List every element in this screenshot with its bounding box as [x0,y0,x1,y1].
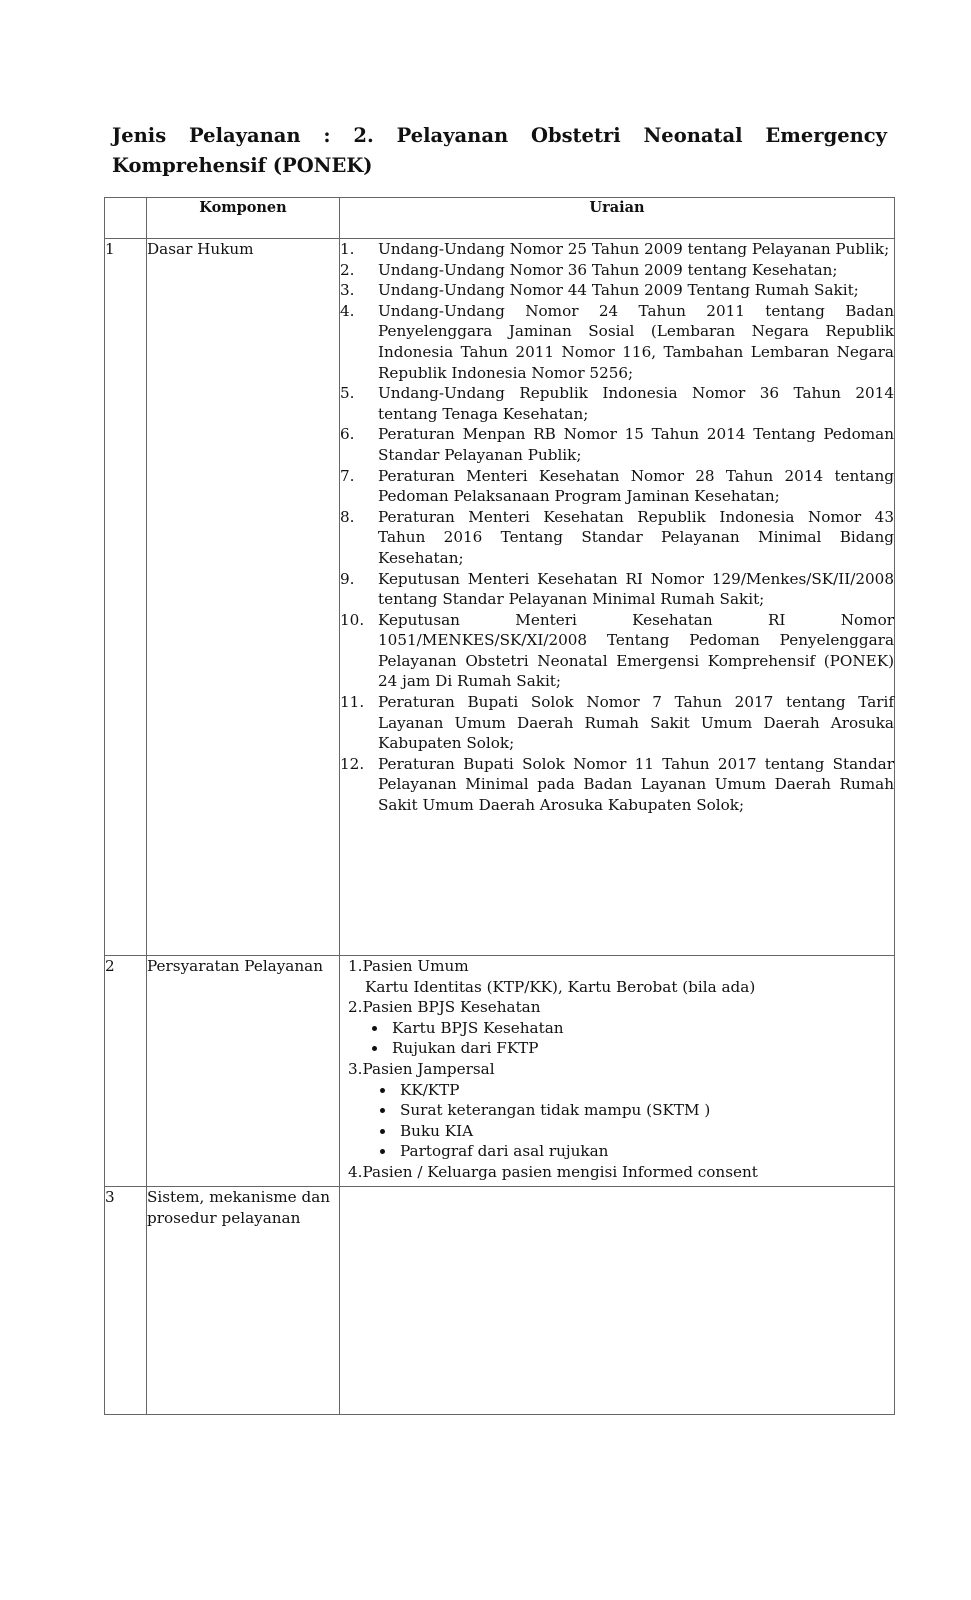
list-item: 6. Peraturan Menpan RB Nomor 15 Tahun 2014 Tentang Pedoman Standar Pelayanan Publik; [340,425,894,464]
bullet-icon [372,1046,377,1051]
list-item: 12. Peraturan Bupati Solok Nomor 11 Tahun 2017 tentang Standar Pelayanan Minimal pada Badan Layanan Umum Daerah Rumah Sakit Umum Daerah Arosuka Kabupaten Solok; [340,754,894,815]
list-item: 3. Undang-Undang Nomor 44 Tahun 2009 Tentang Rumah Sakit; [340,281,859,300]
row-number: 1 [105,239,147,956]
list-item: 7. Peraturan Menteri Kesehatan Nomor 28 Tahun 2014 tentang Pedoman Pelaksanaan Program Jaminan Kesehatan; [340,466,894,506]
list-item: 2. Undang-Undang Nomor 36 Tahun 2009 tentang Kesehatan; [340,260,838,279]
list-item: 5. Undang-Undang Republik Indonesia Nomor 36 Tahun 2014 tentang Tenaga Kesehatan; [340,384,894,423]
list-item: 9. Keputusan Menteri Kesehatan RI Nomor 129/Menkes/SK/II/2008 tentang Standar Pelayanan Minimal Rumah Sakit; [340,569,894,609]
list-item: Kartu BPJS Kesehatan [392,1018,894,1039]
bullet-list [348,1080,894,1162]
row-komponen: Dasar Hukum [147,239,340,956]
table-header-row [105,198,895,239]
bullet-icon [380,1129,385,1134]
list-item: Partograf dari asal rujukan [400,1141,894,1162]
header-uraian: Uraian [340,198,895,239]
legal-basis-list [340,239,894,816]
list-item: Buku KIA [400,1121,894,1142]
list-item: 11. Peraturan Bupati Solok Nomor 7 Tahun 2017 tentang Tarif Layanan Umum Daerah Rumah Sakit Umum Daerah Arosuka Kabupaten Solok; [340,693,894,753]
table-row [105,1187,895,1415]
page-title: Jenis Pelayanan : 2. Pelayanan Obstetri Neonatal Emergency Komprehensif (PONEK) [112,124,887,177]
list-item: 4. Undang-Undang Nomor 24 Tahun 2011 tentang Badan Penyelenggara Jaminan Sosial (Lembaran Negara Republik Indonesia Tahun 2011 Nomor 116, Tambahan Lembaran Negara Republik Indonesia Nomor 5256; [340,301,894,382]
table-row [105,239,895,956]
table-row [105,956,895,1187]
row-number: 2 [105,956,147,1187]
bullet-icon [380,1088,385,1093]
bullet-list [348,1018,894,1059]
requirement-group-jampersal: 3.Pasien Jampersal [348,1059,495,1078]
list-item: 10. Keputusan Menteri Kesehatan RI Nomor 1051/MENKES/SK/XI/2008 Tentang Pedoman Penyelenggara Pelayanan Obstetri Neonatal Emergensi Komprehensif (PONEK) 24 jam Di Rumah Sakit; [340,610,894,691]
list-item: KK/KTP [400,1080,894,1101]
requirements-list [348,956,894,1183]
bullet-icon [380,1149,385,1154]
requirement-group-umum: 1.Pasien Umum [348,957,469,975]
bullet-icon [380,1108,385,1113]
bullet-icon [372,1026,377,1031]
row-uraian [340,1187,895,1415]
list-item: 1. Undang-Undang Nomor 25 Tahun 2009 tentang Pelayanan Publik; [340,240,890,258]
list-item: 8. Peraturan Menteri Kesehatan Republik Indonesia Nomor 43 Tahun 2016 Tentang Standar Pelayanan Minimal Bidang Kesehatan; [340,507,894,567]
header-no [105,198,147,239]
requirement-text: Kartu Identitas (KTP/KK), Kartu Berobat (bila ada) [365,977,756,996]
header-komponen: Komponen [147,198,340,239]
row-komponen: Sistem, mekanisme dan prosedur pelayanan [147,1187,340,1415]
list-item: Rujukan dari FKTP [392,1038,894,1059]
service-table [104,197,895,1415]
requirement-group-informed-consent: 4.Pasien / Keluarga pasien mengisi Informed consent [348,1162,758,1181]
requirement-group-bpjs: 2.Pasien BPJS Kesehatan [348,998,541,1017]
row-number: 3 [105,1187,147,1415]
row-uraian [340,956,895,1187]
row-uraian [340,239,895,956]
row-komponen: Persyaratan Pelayanan [147,956,340,1187]
list-item: Surat keterangan tidak mampu (SKTM ) [400,1100,894,1121]
